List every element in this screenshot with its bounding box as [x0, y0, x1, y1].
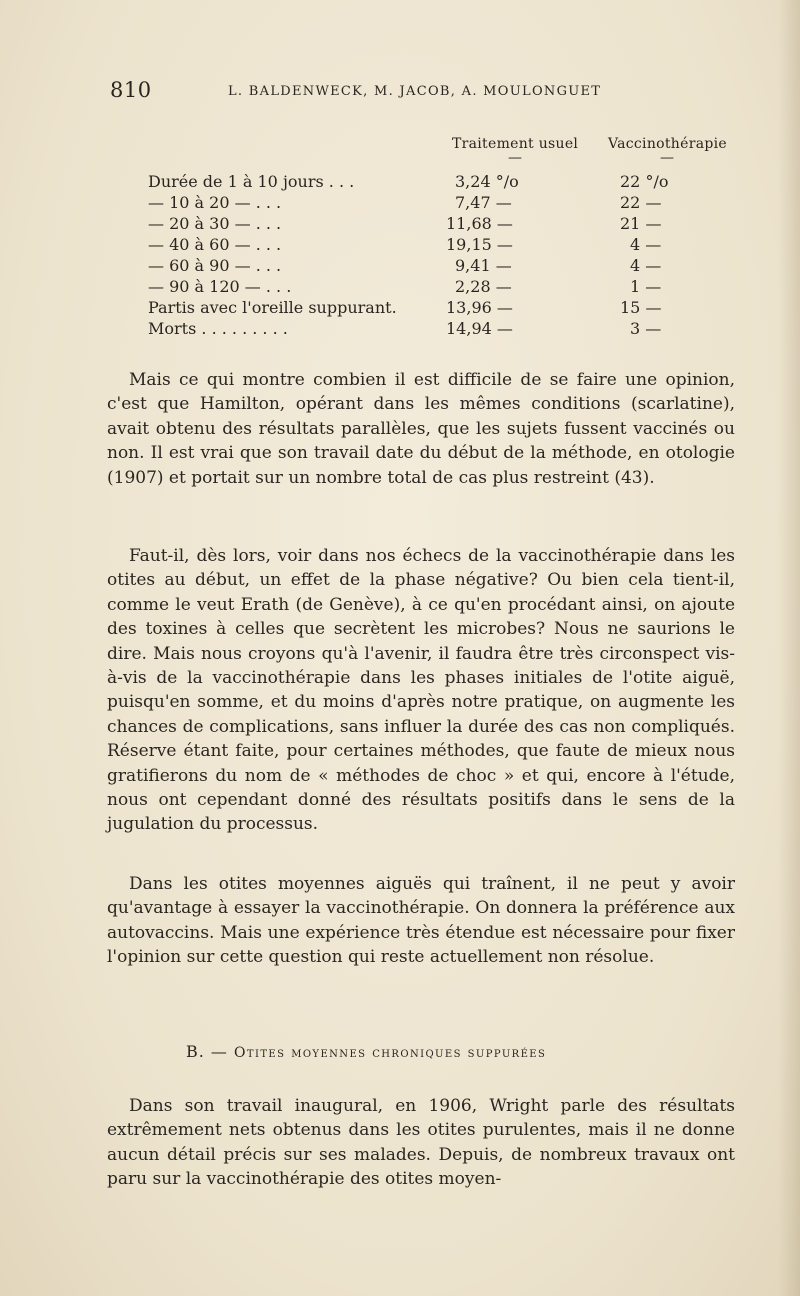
- row-label: — 60 à 90 — . . .: [148, 256, 282, 275]
- row-usual-value: 7,47 —: [455, 193, 512, 212]
- page-number: 810: [110, 78, 152, 102]
- row-label: — 20 à 30 — . . .: [148, 214, 282, 233]
- row-vacc-value: 15 —: [620, 298, 662, 317]
- row-label: Partis avec l'oreille suppurant.: [148, 298, 397, 317]
- column-dash-vaccinotherapy: —: [660, 150, 674, 166]
- row-label: Durée de 1 à 10 jours . . .: [148, 172, 355, 191]
- row-vacc-value: 3 —: [630, 319, 662, 338]
- row-label: — 40 à 60 — . . .: [148, 235, 282, 254]
- table-row: [0, 235, 800, 257]
- row-usual-value: 3,24 °/o: [455, 172, 519, 191]
- row-vacc-value: 21 —: [620, 214, 662, 233]
- paragraph-3: [107, 872, 735, 970]
- paragraph-text: Faut-il, dès lors, voir dans nos échecs de la vaccinothérapie dans les otites au début, un effet de la phase négative? Ou bien cela tient-il, comme le veut Erath (de Genève), à ce qu'en procédant ainsi, on ajoute des toxines à celles que secrètent les microbes? Nous ne saurions le dire. Mais nous croyons qu'à l'avenir, il faudra être très circonspect vis-à-vis de la vaccinothérapie dans les phases initiales de l'otite aiguë, puisqu'en somme, et du moins d'après notre pratique, on augmente les chances de complications, sans influer la durée des cas non compliqués. Réserve étant faite, pour certaines méthodes, que faute de mieux nous gratifierons du nom de « méthodes de choc » et qui, encore à l'étude, nous ont cependant donné des résultats positifs dans le sens de la jugulation du processus.: [107, 546, 735, 835]
- table-row: [0, 256, 800, 278]
- results-table: [0, 0, 800, 350]
- row-usual-value: 9,41 —: [455, 256, 512, 275]
- running-head: L. BALDENWECK, M. JACOB, A. MOULONGUET: [228, 84, 602, 99]
- column-dash-usual: —: [508, 150, 522, 166]
- paragraph-1: [107, 368, 735, 490]
- paragraph-text: Dans les otites moyennes aiguës qui traînent, il ne peut y avoir qu'avantage à essayer la vaccinothérapie. On donnera la préférence aux autovaccins. Mais une expérience très étendue est nécessaire pour fixer l'opinion sur cette question qui reste actuellement non résolue.: [107, 874, 735, 968]
- row-usual-value: 2,28 —: [455, 277, 512, 296]
- row-usual-value: 19,15 —: [446, 235, 513, 254]
- table-row: [0, 214, 800, 236]
- table-row: [0, 277, 800, 299]
- paragraph-4: [107, 1094, 735, 1192]
- table-row: [0, 319, 800, 341]
- section-heading: [186, 1042, 546, 1061]
- column-header-vaccinotherapy: Vaccinothérapie: [608, 136, 727, 152]
- table-row: [0, 193, 800, 215]
- table-row: [0, 298, 800, 320]
- row-label: Morts . . . . . . . . .: [148, 319, 288, 338]
- section-title: Otites moyennes chroniques suppurées: [234, 1045, 547, 1061]
- row-usual-value: 14,94 —: [446, 319, 513, 338]
- row-usual-value: 11,68 —: [446, 214, 513, 233]
- section-letter: B. —: [186, 1042, 228, 1061]
- column-header-usual: Traitement usuel: [452, 136, 579, 152]
- paragraph-text: Mais ce qui montre combien il est difficile de se faire une opinion, c'est que Hamilton, opérant dans les mêmes conditions (scarlatine), avait obtenu des résultats parallèles, que les sujets fussent vaccinés ou non. Il est vrai que son travail date du début de la méthode, en otologie (1907) et portait sur un nombre total de cas plus restreint (43).: [107, 370, 735, 488]
- row-vacc-value: 4 —: [630, 256, 662, 275]
- row-vacc-value: 4 —: [630, 235, 662, 254]
- row-vacc-value: 22 —: [620, 193, 662, 212]
- table-row: [0, 172, 800, 194]
- row-label: — 90 à 120 — . . .: [148, 277, 292, 296]
- paragraph-text: Dans son travail inaugural, en 1906, Wright parle des résultats extrêmement nets obtenus dans les otites purulentes, mais il ne donne aucun détail précis sur ses malades. Depuis, de nombreux travaux ont paru sur la vaccinothérapie des otites moyen-: [107, 1096, 735, 1190]
- row-vacc-value: 1 —: [630, 277, 662, 296]
- row-usual-value: 13,96 —: [446, 298, 513, 317]
- row-label: — 10 à 20 — . . .: [148, 193, 282, 212]
- paragraph-2: [107, 544, 735, 837]
- row-vacc-value: 22 °/o: [620, 172, 669, 191]
